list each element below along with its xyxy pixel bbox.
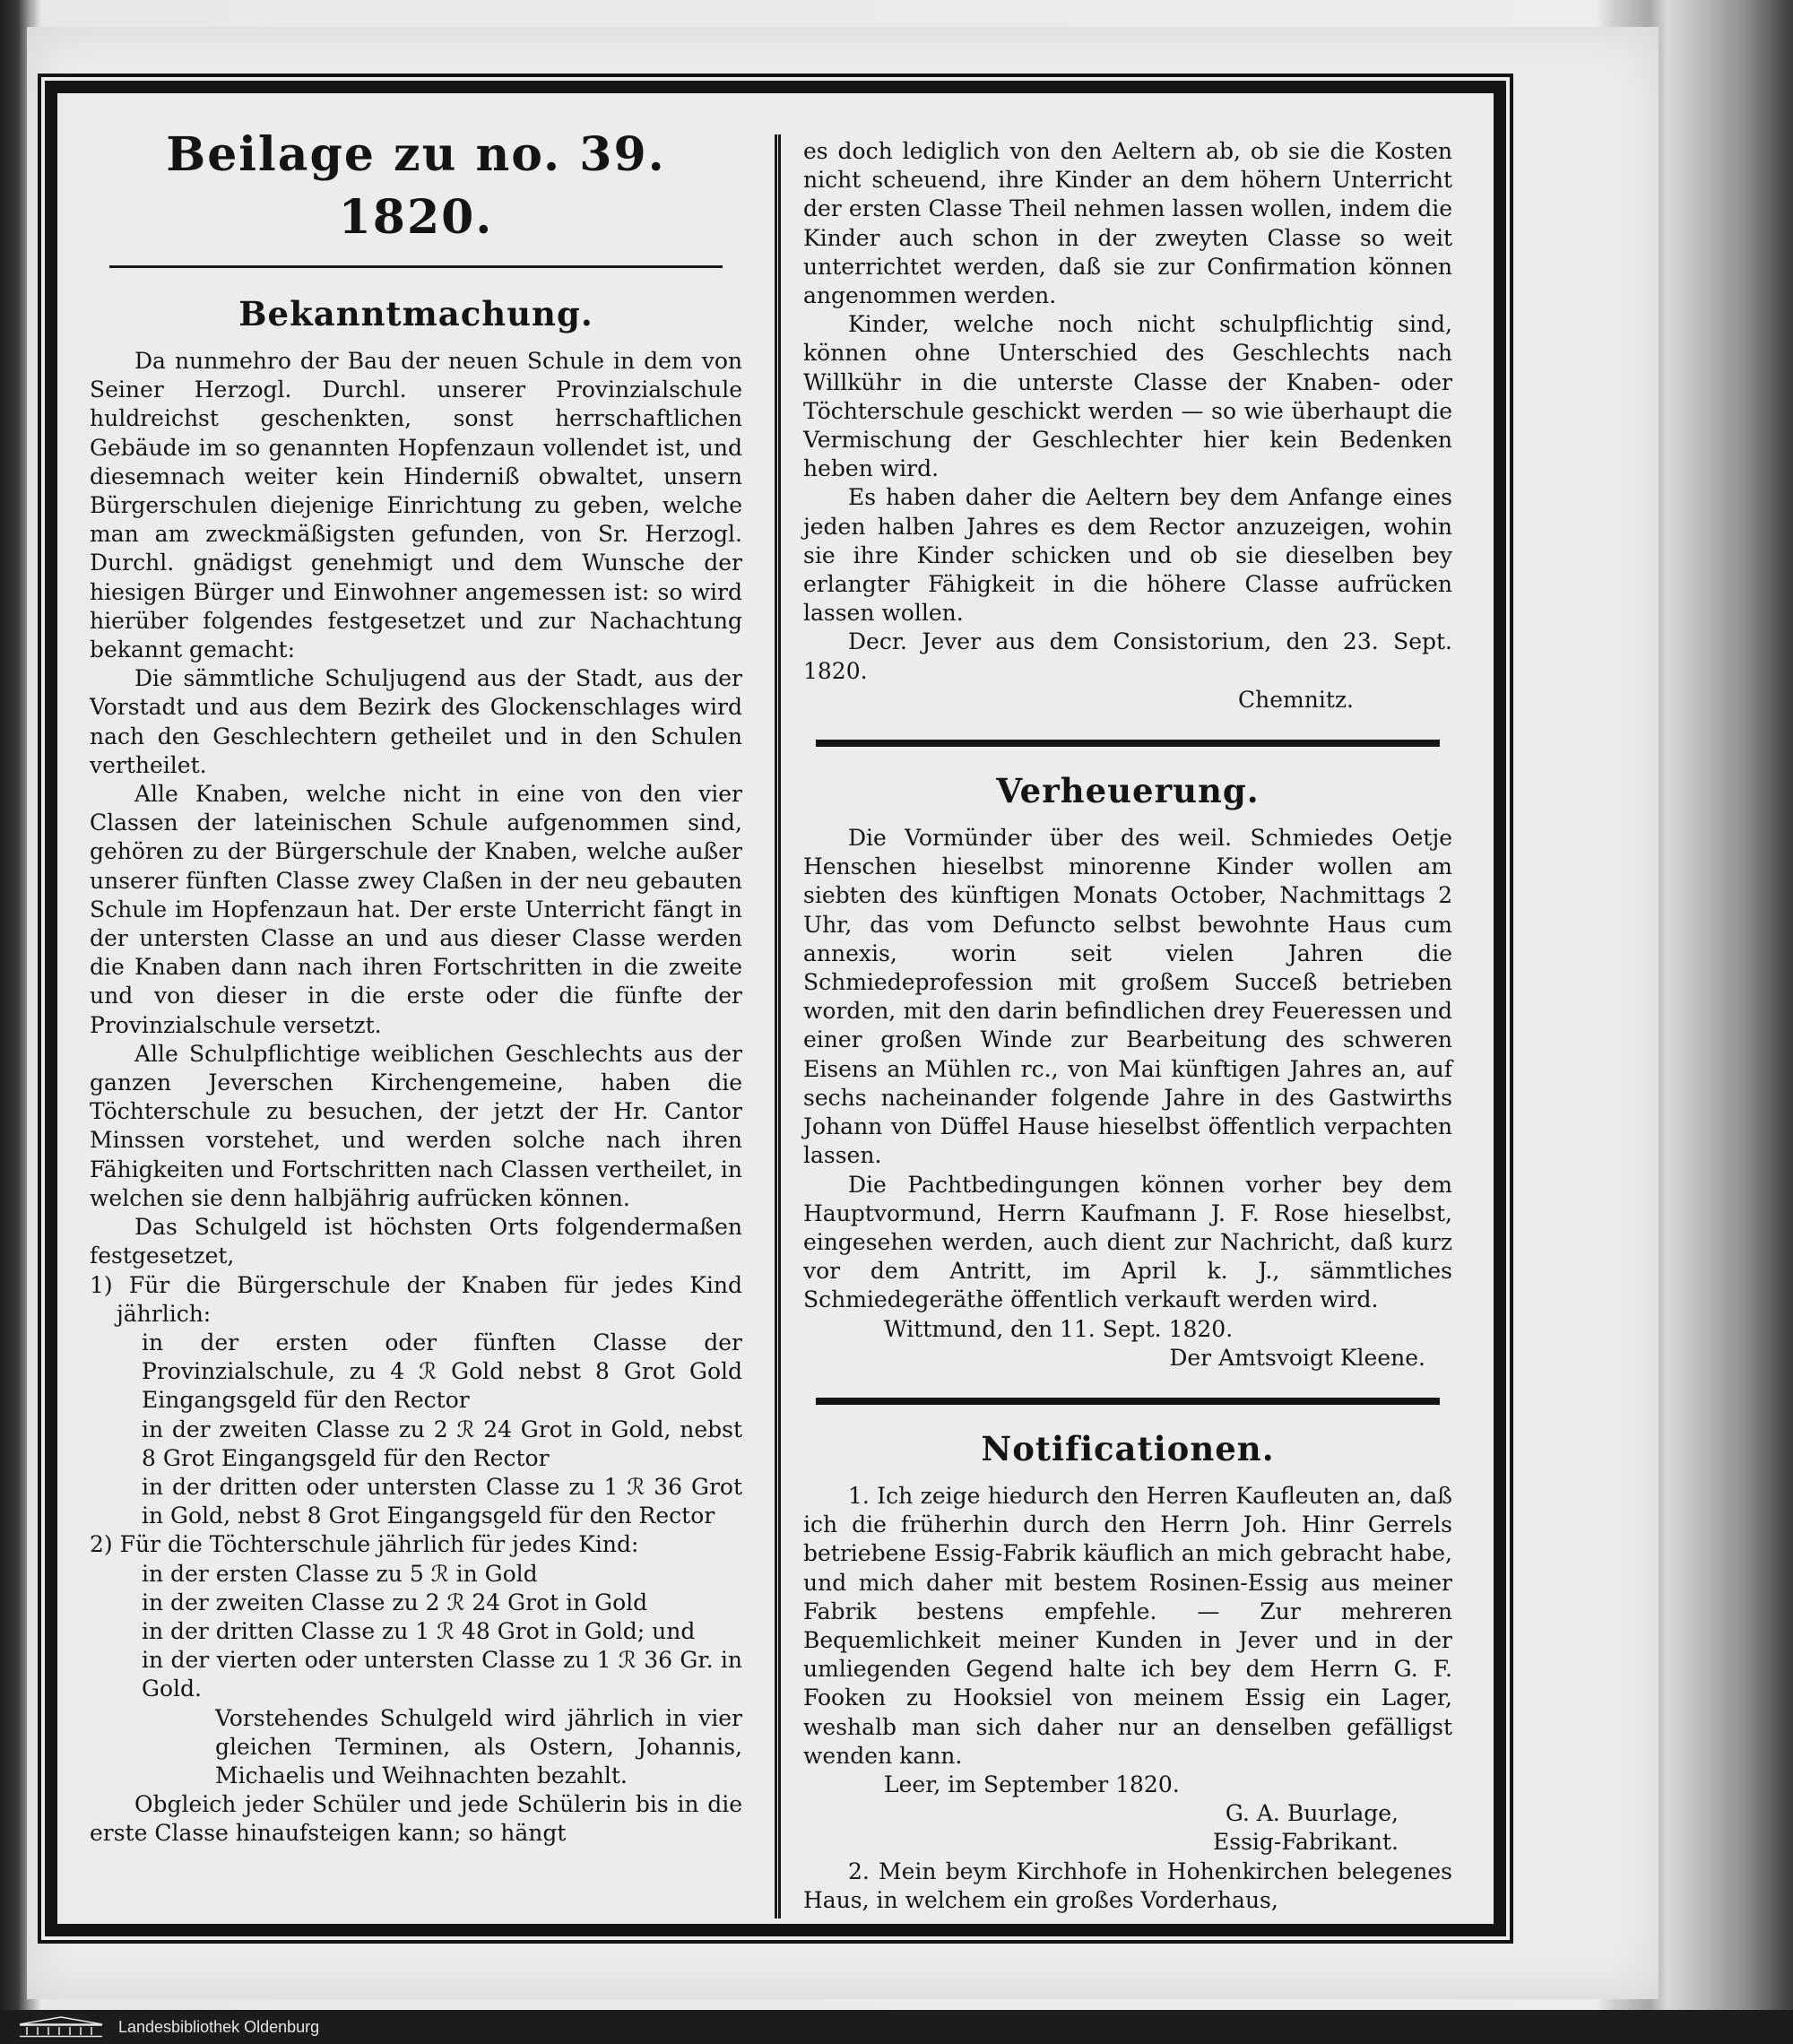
decree-line: Decr. Jever aus dem Consistorium, den 23. Sept. 1820. [803,628,1452,684]
list-item: in der dritten Classe zu 1 ℛ 48 Grot in Gold; und [142,1617,696,1644]
list-item: in der dritten oder untersten Classe zu 1 ℛ 36 Grot in Gold, nebst 8 Grot Eingangsgeld für den Rector [142,1473,742,1529]
list-item: in der ersten oder fünften Classe der Provinzialschule, zu 4 ℛ Gold nebst 8 Grot Gold Eingangsgeld für den Rector [142,1329,742,1414]
signature: Chemnitz. [1238,686,1354,713]
heading-bekanntmachung: Bekanntmachung. [238,294,593,333]
list-item: in der zweiten Classe zu 2 ℛ 24 Grot in Gold, nebst 8 Grot Eingangsgeld für den Rector [142,1416,742,1471]
left-column [90,124,742,1849]
list-item: in der vierten oder untersten Classe zu 1 ℛ 36 Gr. in Gold. [142,1647,742,1702]
paragraph: 1. Ich zeige hiedurch den Herren Kaufleuten an, daß ich die früherhin durch den Herrn Joh. Hinr Gerrels betriebene Essig-Fabrik käuflich an mich gebracht habe, und mich daher mit bestem Rosinen-Essig aus meiner Fabrik bestens empfehle. — Zur mehreren Bequemlichkeit meiner Kunden in Jever und in der umliegenden Gegend halte ich bey dem Herrn G. F. Fooken zu Hooksiel von meinem Essig ein Lager, weshalb man sich daher nur an denselben gefälligst wenden kann. [803,1482,1452,1769]
paragraph: Das Schulgeld ist höchsten Orts folgendermaßen festgesetzet, [90,1214,742,1269]
fee-list [90,1271,742,1704]
footer-bar [0,2010,1793,2044]
paragraph: Alle Schulpflichtige weiblichen Geschlechts aus der ganzen Jeverschen Kirchengemeine, haben die Töchterschule zu besuchen, der jetzt der Hr. Cantor Minssen vorstehet, und werden solche nach ihren Fähigkeiten und Fortschritten nach Classen vertheilet, in welchen sie denn halbjährig aufrücken können. [90,1040,742,1211]
fee-note: Vorstehendes Schulgeld wird jährlich in vier gleichen Terminen, als Ostern, Johannis, Michaelis und Weihnachten bezahlt. [215,1704,742,1788]
library-name: Landesbibliothek Oldenburg [118,2018,320,2036]
paragraph: Es haben daher die Aeltern bey dem Anfange eines jeden halben Jahres es dem Rector anzuzeigen, wohin sie ihre Kinder schicken und ob sie dieselben bey erlangter Fähigkeit in die höhere Classe aufrücken lassen wollen. [803,484,1452,627]
place-date: Wittmund, den 11. Sept. 1820. [884,1315,1234,1342]
page-title: Beilage zu no. 39. 1820. [166,127,666,245]
list-item: in der ersten Classe zu 5 ℛ in Gold [142,1560,538,1587]
list-item: in der zweiten Classe zu 2 ℛ 24 Grot in Gold [142,1589,648,1615]
paragraph: Die sämmtliche Schuljugend aus der Stadt, aus der Vorstadt und aus dem Bezirk des Glockenschlages wird nach den Geschlechtern getheilet und in den Schulen vertheilet. [90,665,742,778]
paragraph: es doch lediglich von den Aeltern ab, ob sie die Kosten nicht scheuend, ihre Kinder an dem höhern Unterricht der ersten Classe Theil nehmen lassen wollen, indem die Kinder auch schon in der zweyten Classe so weit unterrichtet werden, daß sie zur Confirmation können angenommen werden. [803,138,1452,309]
heading-verheuerung: Verheuerung. [996,771,1260,811]
paragraph: Alle Knaben, welche nicht in eine von den vier Classen der lateinischen Schule aufgenommen sind, gehören zu der Bürgerschule der Knaben, welche außer unserer fünften Classe zwey Claßen in der neu gebauten Schule im Hopfenzaun hat. Der erste Unterricht fängt in der untersten Classe an und aus dieser Classe werden die Knaben dann nach ihren Fortschritten in die zweite und von dieser in die erste oder die fünfte der Provinzialschule versetzt. [90,781,742,1038]
paragraph: Obgleich jeder Schüler und jede Schülerin bis in die erste Classe hinaufsteigen kann; so hängt [90,1791,742,1847]
list-item: 2) Für die Töchterschule jährlich für jedes Kind: [90,1531,639,1558]
paragraph: 2. Mein beym Kirchhofe in Hohenkirchen belegenes Haus, in welchem ein großes Vorderhaus, [803,1858,1452,1913]
signature: Essig-Fabrikant. [1212,1829,1399,1856]
right-column [803,137,1452,1915]
section-rule [816,1398,1440,1405]
signature: Der Amtsvoigt Kleene. [1169,1344,1425,1371]
paragraph: Kinder, welche noch nicht schulpflichtig sind, können ohne Unterschied des Geschlechts nach Willkühr in die unterste Classe der Knaben- oder Töchterschule geschickt werden — so wie überhaupt die Vermischung der Geschlechter hier kein Bedenken heben wird. [803,311,1452,482]
section-rule [816,740,1440,747]
paragraph: Die Pachtbedingungen können vorher bey dem Hauptvormund, Herrn Kaufmann J. F. Rose hieselbst, eingesehen werden, auch dient zur Nachricht, daß kurz vor dem Antritt, im April k. J., sämmtliches Schmiedegeräthe öffentlich verkauft werden wird. [803,1171,1452,1313]
list-item: 1) Für die Bürgerschule der Knaben für jedes Kind jährlich: [90,1271,742,1327]
column-divider [775,134,781,1918]
paragraph: Da nunmehro der Bau der neuen Schule in dem von Seiner Herzogl. Durchl. unserer Provinzialschule huldreichst geschenkten, sonst herrschaftlichen Gebäude im so genannten Hopfenzaun vollendet ist, und diesemnach weiter kein Hinderniß obwaltet, unsern Bürgerschulen diejenige Einrichtung zu geben, welche man am zweckmäßigsten gefunden, von Sr. Herzogl. Durchl. gnädigst genehmigt und dem Wunsche der hiesigen Bürger und Einwohner angemessen ist: so wird hierüber folgendes festgesetzet und zur Nachachtung bekannt gemacht: [90,348,742,663]
library-building-icon [18,2016,104,2038]
paragraph: Die Vormünder über des weil. Schmiedes Oetje Henschen hieselbst minorenne Kinder wollen am siebten des künftigen Monats October, Nachmittags 2 Uhr, das vom Defuncto selbst bewohnte Haus cum annexis, worin seit vielen Jahren die Schmiedeprofession mit großem Succeß betrieben worden, mit den darin befindlichen drey Feueressen und einer großen Winde zur Bearbeitung des schweren Eisens an Mühlen rc., von Mai künftigen Jahres an, auf sechs nacheinander folgende Jahre in des Gastwirths Johann von Düffel Hause hieselbst öffentlich verpachten lassen. [803,825,1452,1169]
signature: G. A. Buurlage, [1225,1800,1399,1827]
place-date: Leer, im September 1820. [884,1771,1180,1797]
title-rule [109,265,723,268]
heading-notificationen: Notificationen. [981,1428,1275,1468]
